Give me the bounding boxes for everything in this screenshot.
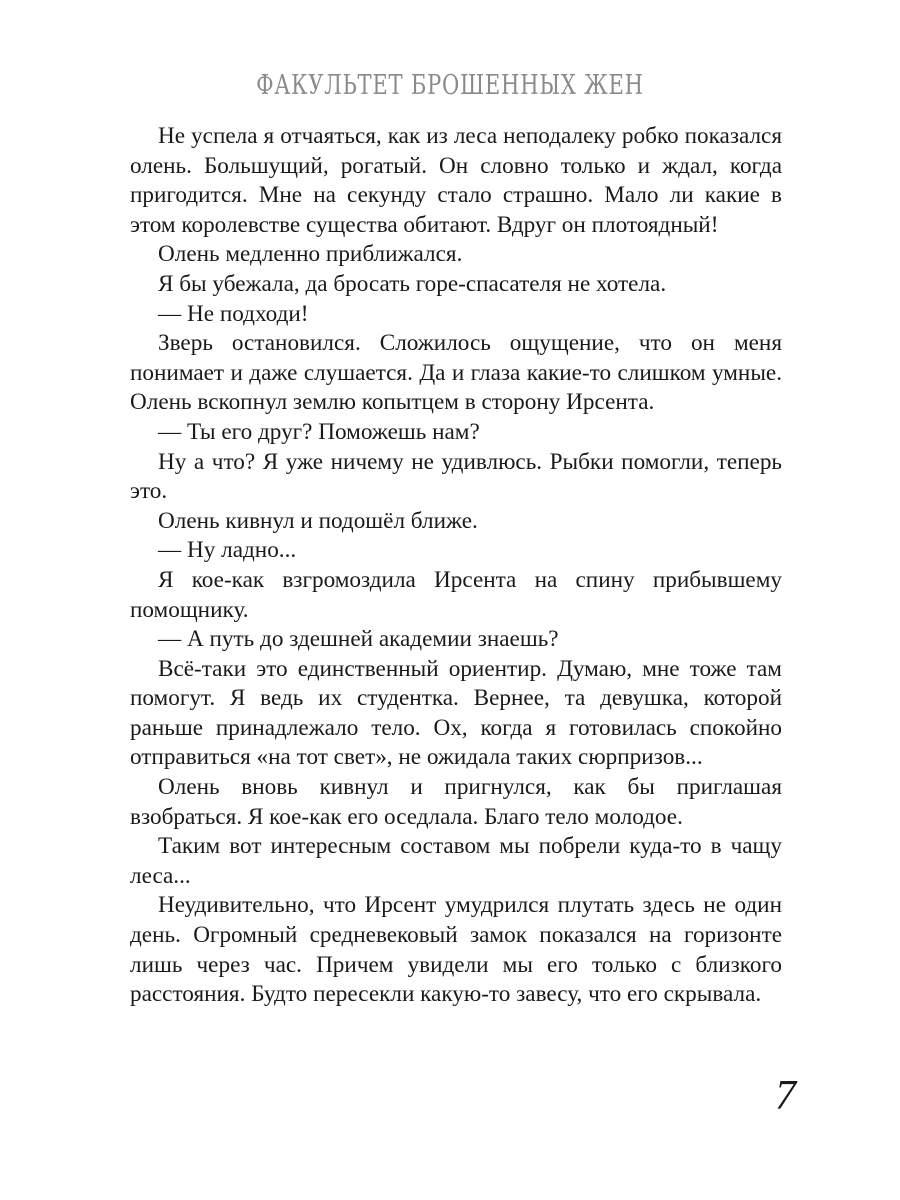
paragraph: Всё-таки это единственный ориентир. Думаю, мне тоже там помогут. Я ведь их студентка. Вернее, та девушка, которой раньше принадлежало тело. Ох, когда я готовилась спокойно отправиться «на тот свет», не ожидала таких сюрпризов...	[130, 655, 782, 771]
page-number: 7	[775, 1073, 796, 1119]
body-text	[130, 122, 782, 1010]
paragraph: Таким вот интересным составом мы побрели куда-то в чащу леса...	[130, 833, 782, 889]
paragraph: Не успела я отчаяться, как из леса неподалеку робко показался олень. Большущий, рогатый. Он словно только и ждал, когда пригодится. Мне на секунду стало страшно. Мало ли какие в этом королевстве существа обитают. Вдруг он плотоядный!	[130, 123, 782, 238]
paragraph: Неудивительно, что Ирсент умудрился плутать здесь не один день. Огромный средневековый замок показался на горизонте лишь через час. Причем увидели мы его только с близкого расстояния. Будто пересекли какую-то завесу, что его скрывала.	[130, 892, 782, 1008]
paragraph: — А путь до здешней академии знаешь?	[158, 626, 559, 653]
paragraph: Олень кивнул и подошёл ближе.	[158, 507, 478, 534]
paragraph: Я бы убежала, да бросать горе-спасателя не хотела.	[158, 270, 667, 297]
running-title: ФАКУЛЬТЕТ БРОШЕННЫХ ЖЕН	[256, 70, 644, 101]
paragraph: Олень медленно приближался.	[158, 241, 463, 268]
paragraph: Ну а что? Я уже ничему не удивлюсь. Рыбки помогли, теперь это.	[130, 448, 782, 505]
paragraph: Зверь остановился. Сложилось ощущение, что он меня понимает и даже слушается. Да и глаза какие-то слишком умные. Олень вскопнул землю копытцем в сторону Ирсента.	[130, 330, 782, 416]
paragraph: — Не подходи!	[158, 300, 309, 327]
paragraph: Я кое-как взгромоздила Ирсента на спину прибывшему помощнику.	[130, 566, 782, 623]
paragraph: — Ну ладно...	[158, 537, 297, 564]
paragraph: Олень вновь кивнул и пригнулся, как бы приглашая взобраться. Я кое-как его оседлала. Благо тело молодое.	[130, 774, 782, 830]
paragraph: — Ты его друг? Поможешь нам?	[158, 418, 480, 445]
